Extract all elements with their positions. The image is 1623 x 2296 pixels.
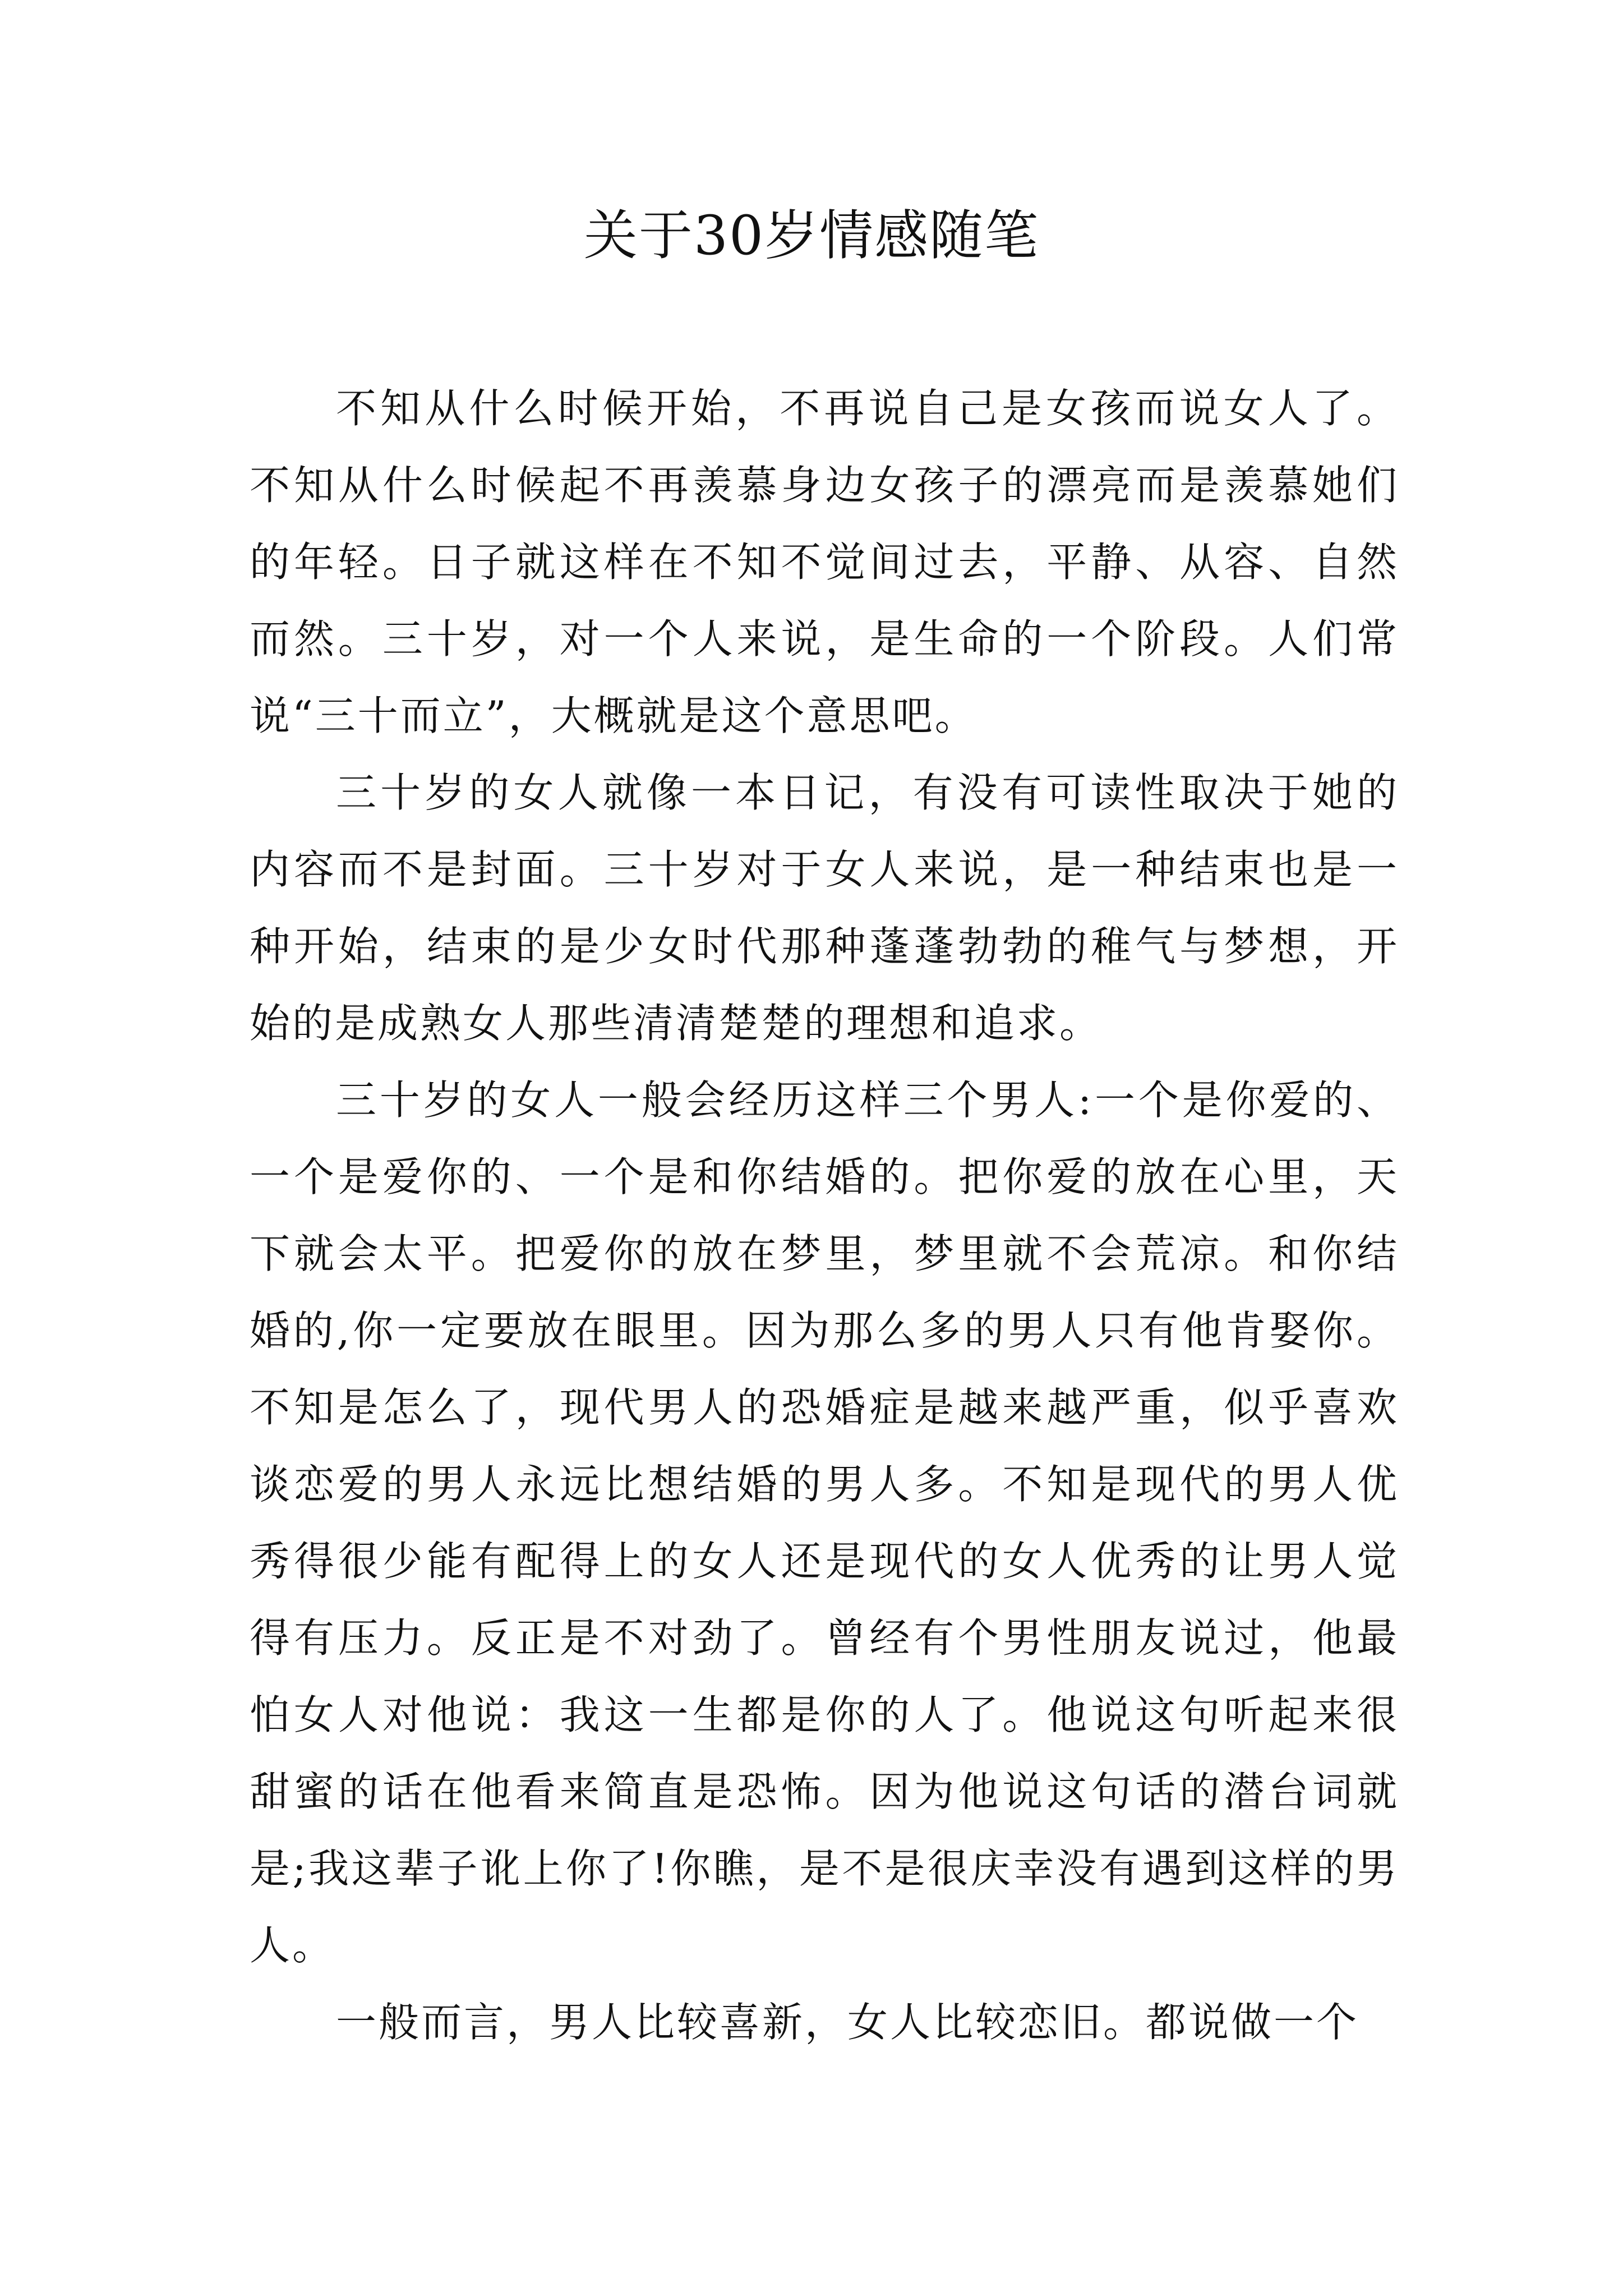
document-title: 关于30岁情感随笔 — [583, 204, 1040, 267]
document-body — [250, 370, 1399, 2061]
paragraph-1: 不知从什么时候开始，不再说自己是女孩而说女人了。不知从什么时候起不再羡慕身边女孩子的漂亮而是羡慕她们的年轻。日子就这样在不知不觉间过去，平静、从容、自然而然。三十岁，对一个人来说，是生命的一个阶段。人们常说“三十而立”，大概就是这个意思吧。 — [250, 385, 1399, 739]
paragraph-2: 三十岁的女人就像一本日记，有没有可读性取决于她的内容而不是封面。三十岁对于女人来说，是一种结束也是一种开始，结束的是少女时代那种蓬蓬勃勃的稚气与梦想，开始的是成熟女人那些清清楚楚的理想和追求。 — [250, 769, 1399, 1047]
paragraph-3: 三十岁的女人一般会经历这样三个男人:一个是你爱的、一个是爱你的、一个是和你结婚的。把你爱的放在心里，天下就会太平。把爱你的放在梦里，梦里就不会荒凉。和你结婚的,你一定要放在眼里。因为那么多的男人只有他肯娶你。不知是怎么了，现代男人的恐婚症是越来越严重，似乎喜欢谈恋爱的男人永远比想结婚的男人多。不知是现代的男人优秀得很少能有配得上的女人还是现代的女人优秀的让男人觉得有压力。反正是不对劲了。曾经有个男性朋友说过，他最怕女人对他说：我这一生都是你的人了。他说这句听起来很甜蜜的话在他看来简直是恐怖。因为他说这句话的潜台词就是;我这辈子讹上你了!你瞧，是不是很庆幸没有遇到这样的男人。 — [250, 1076, 1399, 1969]
paragraph-4: 一般而言，男人比较喜新，女人比较恋旧。都说做一个 — [336, 1999, 1359, 2046]
